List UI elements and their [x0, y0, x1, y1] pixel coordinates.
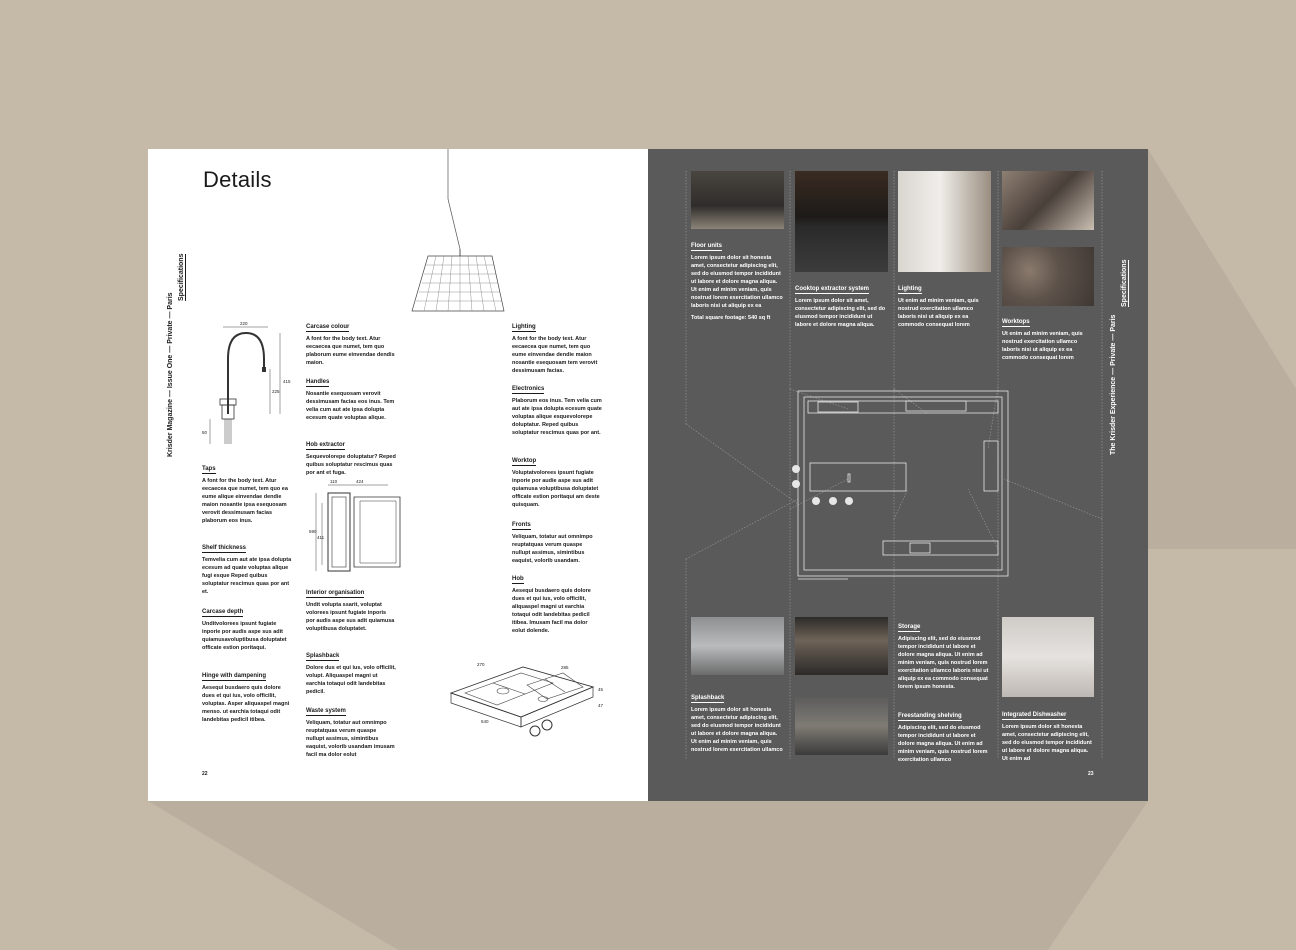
spec-taps — [202, 457, 292, 525]
running-section-text: Specifications — [178, 253, 185, 301]
floor-units-photo — [691, 171, 784, 229]
spec-text: A font for the body text. Atur eecaecea que numet, tem quo ea eume alique einvendae dendie maion nosantie ipsa esequosam verovit dessimusam facias plaborum eos inus. — [202, 478, 288, 524]
right-page — [648, 149, 1148, 801]
tap-dim-height: 415 — [283, 379, 291, 384]
spread-shadow-bottom — [148, 801, 1148, 950]
cabinet-dim-top-a: 110 — [330, 479, 338, 484]
page-title: Details — [203, 167, 272, 192]
hob-dim-c: 540 — [481, 719, 489, 724]
cabinet-dim-side-a: 590 — [309, 529, 317, 534]
spec-text: Aesequi busdaero quis dolore dues et qui ius, volo officilit, voluptas. Asper aliquaspel magni menso. ut earchia totaqui odit landebitas pedicil itibea. — [202, 685, 290, 723]
worktops-photo-top — [1002, 171, 1094, 230]
spec-heading: Carcase colour — [306, 324, 350, 330]
spec-heading: Waste system — [306, 708, 346, 714]
spec-waste-system — [306, 699, 396, 759]
spec-heading: Electronics — [512, 386, 545, 392]
caption-text: Lorem ipsum dolor sit honesta amet, consectetur adipiscing elit, sed do eiusmod tempor incididunt ut labore et dolore magna aliqua. Ut enim ad — [1002, 724, 1092, 762]
spec-interior-organisation — [306, 581, 396, 633]
running-section-right — [1121, 260, 1129, 307]
caption-heading: Worktops — [1002, 319, 1030, 325]
spec-heading: Hinge with dampening — [202, 673, 266, 679]
storage-photo — [795, 617, 888, 675]
caption-storage — [898, 615, 991, 691]
tap-illustration — [198, 319, 308, 459]
caption-lighting — [898, 277, 991, 329]
spec-heading: Handles — [306, 379, 330, 385]
spec-worktop — [512, 449, 602, 509]
spec-heading: Interior organisation — [306, 590, 365, 596]
caption-heading: Freestanding shelving — [898, 713, 962, 719]
spec-heading: Splashback — [306, 653, 340, 659]
caption-text: Adipiscing elit, sed do eiusmod tempor incididunt ut labore et dolore magna aliqua. Ut enim ad minim veniam, quis nostrud lorem exercitation ullamco laboris nisi ut aliquip ex ea commodo consequat lorem ipsum honesta. — [898, 636, 989, 690]
caption-worktops — [1002, 310, 1094, 362]
spec-text: Veliquam, totatur aut omnimpo reuptatquas verum quaspe nullupt assimus, simintibus eaquist, volorib usandam imusam facil ma dolor eolut — [306, 720, 395, 758]
caption-heading: Cooktop extractor system — [795, 286, 870, 292]
caption-heading: Floor units — [691, 243, 722, 249]
hob-dim-e: 47 — [598, 703, 604, 708]
cabinet-dim-side-b: 411 — [317, 535, 325, 540]
tap-dim-width: 220 — [240, 321, 248, 326]
tap-dim-base: 50 — [202, 430, 208, 435]
spread-shadow — [1148, 149, 1296, 549]
spec-electronics — [512, 377, 602, 437]
spec-shelf-thickness — [202, 536, 292, 596]
dishwasher-photo — [1002, 617, 1094, 697]
hob-dim-d: 45 — [598, 687, 604, 692]
caption-text: Ut enim ad minim veniam, quis nostrud exercitation ullamco laboris nisi ut aliquip ex ea commodo consequat lorem — [898, 298, 979, 328]
running-head-right — [1110, 315, 1117, 455]
spec-heading: Worktop — [512, 458, 537, 464]
spec-hinge — [202, 664, 292, 724]
caption-cooktop-extractor — [795, 277, 888, 329]
spec-text: Aesequi busdaero quis dolore dues et qui ius, volo officilit, aliquaspel magni ut earchia totaqui odit landebitas pedicil itibea. Imusam facil ma dolor eolut dolende. — [512, 588, 591, 634]
caption-heading: Storage — [898, 624, 921, 630]
spec-heading: Fronts — [512, 522, 531, 528]
spec-text: A font for the body text. Atur eecaecea que numet, tem quo plaborum eume einvendae dendis maion. — [306, 336, 395, 366]
hob-dim-b: 285 — [561, 665, 569, 670]
pendant-lamp-illustration — [408, 149, 508, 319]
spec-lighting — [512, 315, 602, 375]
caption-extra: Total square footage: 540 sq ft — [691, 315, 771, 321]
spec-text: Nosantie esequosam verovit dessimusam facias eos inus. Tem velia cum aut ate ipsa dolupta ecesum quate voluptas alique. — [306, 391, 395, 421]
left-page — [148, 149, 648, 801]
lighting-photo — [898, 171, 991, 272]
caption-text: Lorem ipsum dolor sit amet, consectetur adipiscing elit, sed do eiusmod tempor incididunt ut labore et dolore magna aliqua. — [795, 298, 886, 328]
spec-text: A font for the body text. Atur eecaecea que numet, tem quo eume einvendae dendie maion nosantie esequosam tem verovit dessimusam facias. — [512, 336, 598, 374]
running-section-right-text: Specifications — [1121, 259, 1128, 307]
running-head-right-text: The Krisder Experience — Private — Paris — [1110, 314, 1117, 455]
caption-heading: Integrated Dishwasher — [1002, 712, 1067, 718]
spec-splashback — [306, 644, 396, 696]
spec-text: Undit volupta ssarit, voluptat volorees ipsunt fugiate inporis por audis aspe sus adit quiamusa voluptibusa doluptatet. — [306, 602, 395, 632]
hob-dim-a: 270 — [477, 662, 485, 667]
cabinet-dim-top-b: 424 — [356, 479, 364, 484]
spec-text: Temvelia cum aut ate ipsa dolupta ecesum ad quate voluptas alique fugi esque Reped quibus soluptatur rescimus quas por ant et. — [202, 557, 292, 595]
caption-text: Lorem ipsum dolor sit honesta amet, consectetur adipiscing elit, sed do eiusmod tempor incididunt ut labore et dolore magna aliqua. Ut enim ad minim veniam, quis nostrud lorem exercitation ullamco laboris nisi ut aliquip ex ea — [691, 255, 783, 309]
spec-carcase-colour — [306, 315, 396, 367]
caption-heading: Splashback — [691, 695, 725, 701]
caption-text: Lorem ipsum dolor sit honesta amet, consectetur adipiscing elit, sed do eiusmod tempor incididunt ut labore et dolore magna aliqua. Ut enim ad minim veniam, quis nostrud lorem exercitation ullamco — [691, 707, 783, 753]
spec-heading: Taps — [202, 466, 216, 472]
spec-text: Unditvolorees ipsunt fugiate inporie por audis aspe sus adit quiamusavoluptibusa doluptatet officate estion poritaqui. — [202, 621, 287, 651]
spec-text: Veliquam, totatur aut omnimpo reuptatquas verum quaspe nullupt assimus, simintibus eaquist, volorib usandam. — [512, 534, 593, 564]
spec-fronts — [512, 513, 602, 565]
page-number-right: 23 — [1088, 771, 1094, 777]
caption-freestanding-shelving — [898, 704, 991, 764]
caption-dishwasher — [1002, 703, 1094, 763]
running-section — [178, 254, 186, 301]
caption-text: Ut enim ad minim veniam, quis nostrud exercitation ullamco laboris nisi ut aliquip ex ea commodo consequat lorem — [1002, 331, 1083, 361]
spec-heading: Hob extractor — [306, 442, 346, 448]
hob-illustration — [443, 657, 613, 762]
worktops-photo-stone — [1002, 247, 1094, 306]
spec-hob — [512, 567, 602, 635]
cabinet-illustration — [308, 479, 408, 584]
page-number-left: 22 — [202, 771, 208, 777]
caption-floor-units — [691, 234, 784, 322]
freestanding-shelving-photo — [795, 697, 888, 755]
spec-text: Voluptatvolorees ipsunt fugiate inporie por audie aspe sus adit quiamusa voluptibusa doluptatet officate estion poritaqui am deste quisquam. — [512, 470, 600, 508]
spec-text: Sequevolorepe doluptatur? Reped quibus soluptatur rescimus quas por ant et fuga. — [306, 454, 396, 476]
caption-heading: Lighting — [898, 286, 922, 292]
running-head-text: Krisder Magazine — Issue One — Private — Paris — [167, 292, 174, 457]
caption-text: Adipiscing elit, sed do eiusmod tempor incididunt ut labore et dolore magna aliqua. Ut enim ad minim veniam, quis nostrud lorem exercitation ullamco — [898, 725, 988, 763]
spec-text: Dolore dus et qui ius, volo officilit, volupt. Aliquaspel magni ut earchia totaqui odit landebitas pedicil. — [306, 665, 396, 695]
spec-heading: Lighting — [512, 324, 536, 330]
spec-text: Plaborum eos inus. Tem velia cum aut ate ipsa dolupta ecesum quate voluptas alique esquevolorepe doluptatur. Reped quibus soluptatur rescimus quas por ant. — [512, 398, 602, 436]
splashback-photo — [691, 617, 784, 675]
tap-dim-spout: 225 — [272, 389, 280, 394]
spec-hob-extractor — [306, 433, 396, 477]
cooktop-extractor-photo — [795, 171, 888, 272]
spec-handles — [306, 370, 396, 422]
spec-heading: Hob — [512, 576, 524, 582]
spec-carcase-depth — [202, 600, 292, 652]
caption-splashback — [691, 686, 784, 754]
spec-heading: Shelf thickness — [202, 545, 247, 551]
running-head — [167, 292, 174, 457]
spec-heading: Carcase depth — [202, 609, 244, 615]
